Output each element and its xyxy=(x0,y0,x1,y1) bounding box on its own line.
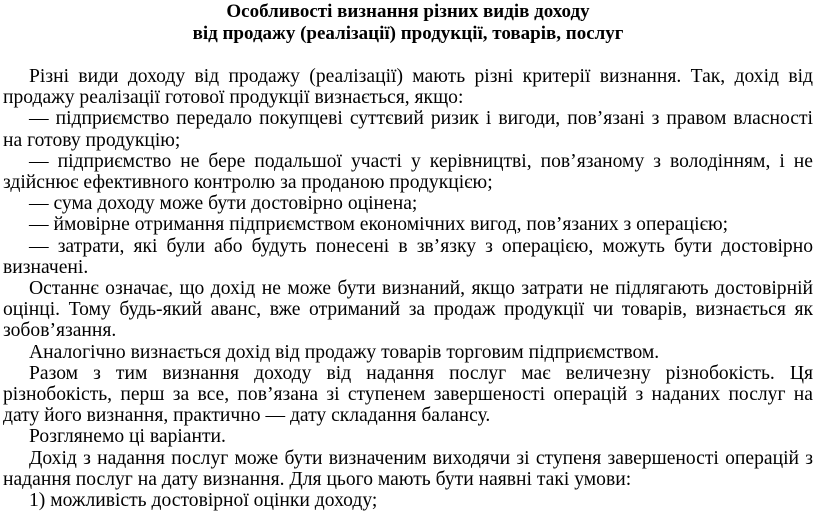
document-page xyxy=(0,1,816,511)
list-item-economic-benefits: — ймовірне отримання підприємством економічних вигод, пов’язаних з операцією; xyxy=(29,214,729,236)
document-title-line-2: від продажу (реалізації) продукції, товарів, послуг xyxy=(192,23,624,44)
paragraph-services-conditions: Дохід з надання послуг може бути визначеним виходячи зі ступеня завершеності операцій з надання послуг на дату визнання. Для цього мають бути наявні такі умови: xyxy=(3,447,813,490)
paragraph-trade-goods: Аналогічно визнається дохід від продажу товарів торговим підприємством. xyxy=(29,341,660,363)
list-item-no-control: — підприємство не бере подальшої участі у керівництві, пов’язаному з володінням, і не здійснює ефективного контролю за проданою продукцією; xyxy=(3,150,813,194)
paragraph-consider-variants: Розглянемо ці варіанти. xyxy=(29,426,226,448)
document-title-line-1: Особливості визнання різних видів доходу xyxy=(226,1,590,22)
paragraph-intro: Різні види доходу від продажу (реалізації) мають різні критерії визнання. Так, дохід від продажу реалізації готової продукції визнається, якщо: xyxy=(3,66,813,109)
list-item-reliable-amount: — сума доходу може бути достовірно оцінена; xyxy=(29,193,418,215)
paragraph-services-diversity: Разом з тим визнання доходу від надання послуг має величезну різнобокість. Ця різнобокість, перш за все, пов’язана зі ступенем завершеності операцій з наданих послуг на дату його визнання, практично — дату складання балансу. xyxy=(3,362,813,427)
list-item-condition-1: 1) можливість достовірної оцінки доходу; xyxy=(29,490,378,511)
list-item-costs-measurable: — затрати, які були або будуть понесені в зв’язку з операцією, можуть бути достовірно визначені. xyxy=(3,235,813,278)
paragraph-advance-liability: Останнє означає, що дохід не може бути визнаний, якщо затрати не підлягають достовірній оцінці. Тому будь-який аванс, вже отриманий за продаж продукції чи товарів, визнається як зобов’язання. xyxy=(3,278,813,342)
list-item-risk-transfer: — підприємство передало покупцеві суттєвий ризик і вигоди, пов’язані з правом власності на готову продукцію; xyxy=(3,108,813,151)
title-spacer xyxy=(3,44,813,66)
